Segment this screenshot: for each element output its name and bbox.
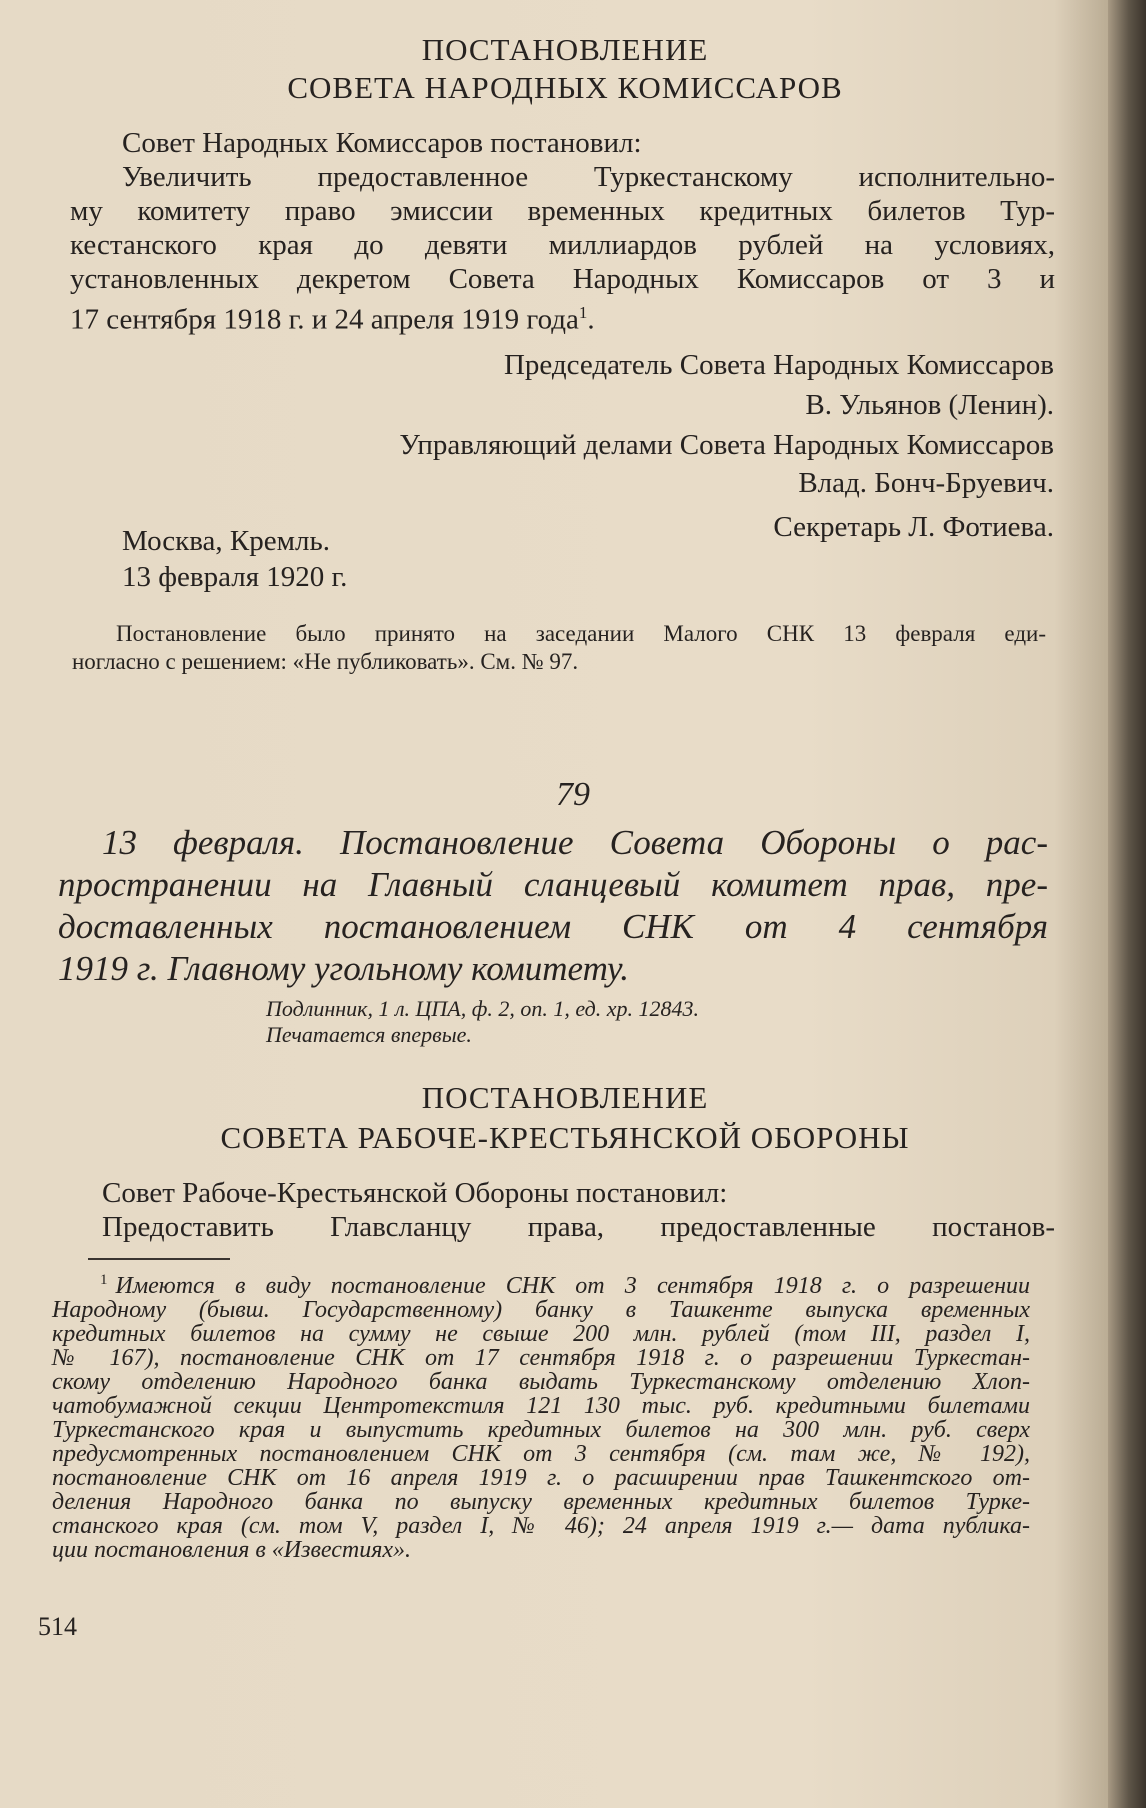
decree1-heading-line1: ПОСТАНОВЛЕНИЕ bbox=[421, 32, 709, 67]
footnote-reference: 1 bbox=[578, 303, 588, 322]
decree1-body-line: 17 сентября 1918 г. и 24 апреля 1919 года bbox=[70, 303, 579, 336]
footnote-line: Народному (бывш. Государственному) банку в Ташкенте выпуска временных bbox=[52, 1297, 1030, 1323]
page-number: 514 bbox=[38, 1612, 77, 1641]
footnote-line: чатобумажной секции Центротекстиля 121 130 тыс. руб. кредитными билетами bbox=[52, 1393, 1030, 1419]
source-archive: Подлинник, 1 л. ЦПА, ф. 2, оп. 1, ед. хр. 12843. bbox=[266, 996, 699, 1021]
decree1-body-line: установленных декретом Совета Народных Комиссаров от 3 и bbox=[70, 263, 1055, 295]
note-line: Постановление было принято на заседании Малого СНК 13 февраля еди- bbox=[116, 621, 1046, 646]
decree1-body-line: кестанского края до девяти миллиардов рублей на условиях, bbox=[70, 229, 1055, 261]
document-title-line: доставленных постановлением СНК от 4 сентября bbox=[58, 907, 1048, 946]
decree1-body bbox=[70, 126, 1055, 337]
decree1-body-line: му комитету право эмиссии временных кредитных билетов Тур- bbox=[70, 195, 1055, 227]
decree1-heading-line2: СОВЕТА НАРОДНЫХ КОМИССАРОВ bbox=[287, 70, 843, 105]
footnote-divider bbox=[88, 1258, 230, 1260]
decree2-heading-line1: ПОСТАНОВЛЕНИЕ bbox=[421, 1080, 709, 1115]
footnote-line: кредитных билетов на сумму не свыше 200 млн. рублей (том III, раздел I, bbox=[52, 1321, 1030, 1347]
decree2-body-line: Предоставить Главсланцу права, предоставленные постанов- bbox=[102, 1211, 1055, 1243]
footnote-line: станского края (см. том V, раздел I, № 46); 24 апреля 1919 г.— дата публика- bbox=[52, 1513, 1030, 1539]
decree1-body-last-line bbox=[70, 296, 1055, 337]
document-title-line: пространении на Главный сланцевый комитет прав, пре- bbox=[58, 865, 1048, 904]
footnote-line: деления Народного банка по выпуску временных кредитных билетов Турке- bbox=[52, 1489, 1030, 1515]
place: Москва, Кремль. bbox=[122, 525, 330, 557]
document-title bbox=[58, 822, 1048, 990]
decree1-period: . bbox=[587, 303, 595, 336]
footnote-line: Имеются в виду постановление СНК от 3 сентября 1918 г. о разрешении bbox=[115, 1273, 1030, 1299]
decree2-body bbox=[70, 1176, 1055, 1244]
footnote-line: скому отделению Народного банка выдать Туркестанскому отделению Хлоп- bbox=[52, 1369, 1030, 1395]
document-number: 79 bbox=[556, 776, 590, 813]
source-publication: Печатается впервые. bbox=[266, 1022, 472, 1047]
decree2-intro: Совет Рабоче-Крестьянской Обороны постановил: bbox=[102, 1177, 728, 1209]
source-info bbox=[266, 996, 699, 1048]
note-line: ногласно с решением: «Не публиковать». См. № 97. bbox=[72, 649, 579, 674]
secretary-signature: Секретарь Л. Фотиева. bbox=[773, 511, 1054, 543]
footnote bbox=[52, 1268, 1030, 1562]
decree1-body-line: Увеличить предоставленное Туркестанскому исполнительно- bbox=[122, 161, 1055, 193]
footnote-line: Туркестанского края и выпустить кредитных билетов на 300 млн. руб. сверх bbox=[52, 1417, 1030, 1443]
decree2-heading-line2: СОВЕТА РАБОЧЕ-КРЕСТЬЯНСКОЙ ОБОРОНЫ bbox=[220, 1120, 910, 1155]
chairman-name: В. Ульянов (Ленин). bbox=[805, 389, 1054, 421]
footnote-line: предусмотренных постановлением СНК от 3 сентября (см. там же, № 192), bbox=[52, 1441, 1030, 1467]
book-spine bbox=[1108, 0, 1146, 1808]
editorial-note bbox=[72, 620, 1046, 676]
date: 13 февраля 1920 г. bbox=[122, 561, 348, 593]
document-title-line: 1919 г. Главному угольному комитету. bbox=[58, 949, 630, 988]
document-title-line: 13 февраля. Постановление Совета Обороны о рас- bbox=[102, 823, 1048, 862]
footnote-line: № 167), постановление СНК от 17 сентября 1918 г. о разрешении Туркестан- bbox=[52, 1345, 1030, 1371]
chairman-title: Председатель Совета Народных Комиссаров bbox=[503, 349, 1054, 381]
footnote-line: ции постановления в «Известиях». bbox=[52, 1537, 412, 1563]
manager-name: Влад. Бонч-Бруевич. bbox=[798, 467, 1054, 499]
footnote-line: постановление СНК от 16 апреля 1919 г. о расширении прав Ташкентского от- bbox=[52, 1465, 1030, 1491]
footnote-first-line bbox=[52, 1268, 1030, 1298]
decree1-intro: Совет Народных Комиссаров постановил: bbox=[122, 127, 642, 159]
manager-title: Управляющий делами Совета Народных Комиссаров bbox=[399, 429, 1054, 461]
footnote-mark: 1 bbox=[100, 1272, 108, 1288]
